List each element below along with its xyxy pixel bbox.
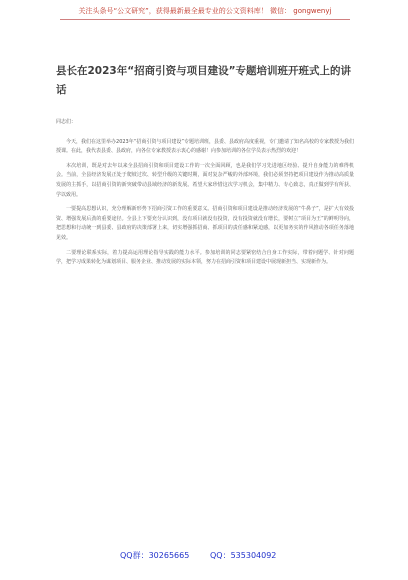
paragraph-point-two: 二要理论联系实际，着力提高运用理论指导实践的能力水平。参加培训的同志要紧密结合自身工作实际，带着问题学、针对问题学，把学习成果转化为谋划项目、服务企业、推动发展的实际本领，努力在招商引资和项目建设中展现新担当、实现新作为。: [56, 249, 354, 266]
qq-group-number: QQ群：30265665: [120, 551, 190, 560]
paragraph-opening: 今天，我们在这里举办2023年“招商引资与项目建设”专题培训班，县委、县政府高度重视，专门邀请了知名高校的专家教授为我们授课。在此，我代表县委、县政府，向各位专家教授表示衷心的感谢！向参加培训的各位学员表示热烈的欢迎！: [56, 138, 354, 155]
contact-footer: [0, 548, 408, 564]
qq-number: QQ：535304092: [210, 551, 277, 560]
document-title: 县长在2023年“招商引资与项目建设”专题培训班开班式上的讲话: [56, 65, 352, 96]
paragraph-point-one: 一要提高思想认识，充分理解新形势下招商引资工作的重要意义。招商引资和项目建设是推动经济发展的“牛鼻子”，是扩大有效投资、增强发展后劲的重要途径。全县上下要充分认识到，没有项目就没有投资，没有投资就没有增长，要树立“项目为王”的鲜明导向，把思想和行动统一到县委、县政府的决策部署上来，切实增强抓招商、抓项目的责任感和紧迫感，以更加务实的作风推动各项任务落地见效。: [56, 206, 354, 241]
banner-divider: [60, 19, 350, 20]
document-body: [56, 118, 354, 273]
wechat-label: 微信：: [270, 7, 292, 15]
paragraph-background: 本次培训，既是对去年以来全县招商引资和项目建设工作的一次全面回顾，也是我们学习先进地区经验、提升自身能力的难得机会。当前，全县经济发展正处于爬坡过坎、转型升级的关键时期，面对复杂严峻的外部环境，我们必须坚持把项目建设作为推动高质量发展的主抓手，以招商引资的新突破带动县域经济的新发展。希望大家珍惜这次学习机会，集中精力、专心致志，真正做到学有所获、学以致用。: [56, 162, 354, 198]
promo-banner: [60, 4, 350, 19]
promo-banner-text: 关注头条号“公文研究”，获得最新最全最专业的公文资料库！: [78, 7, 268, 15]
wechat-id-link[interactable]: gongwenyj: [293, 7, 332, 15]
greeting: 同志们：: [56, 119, 77, 125]
